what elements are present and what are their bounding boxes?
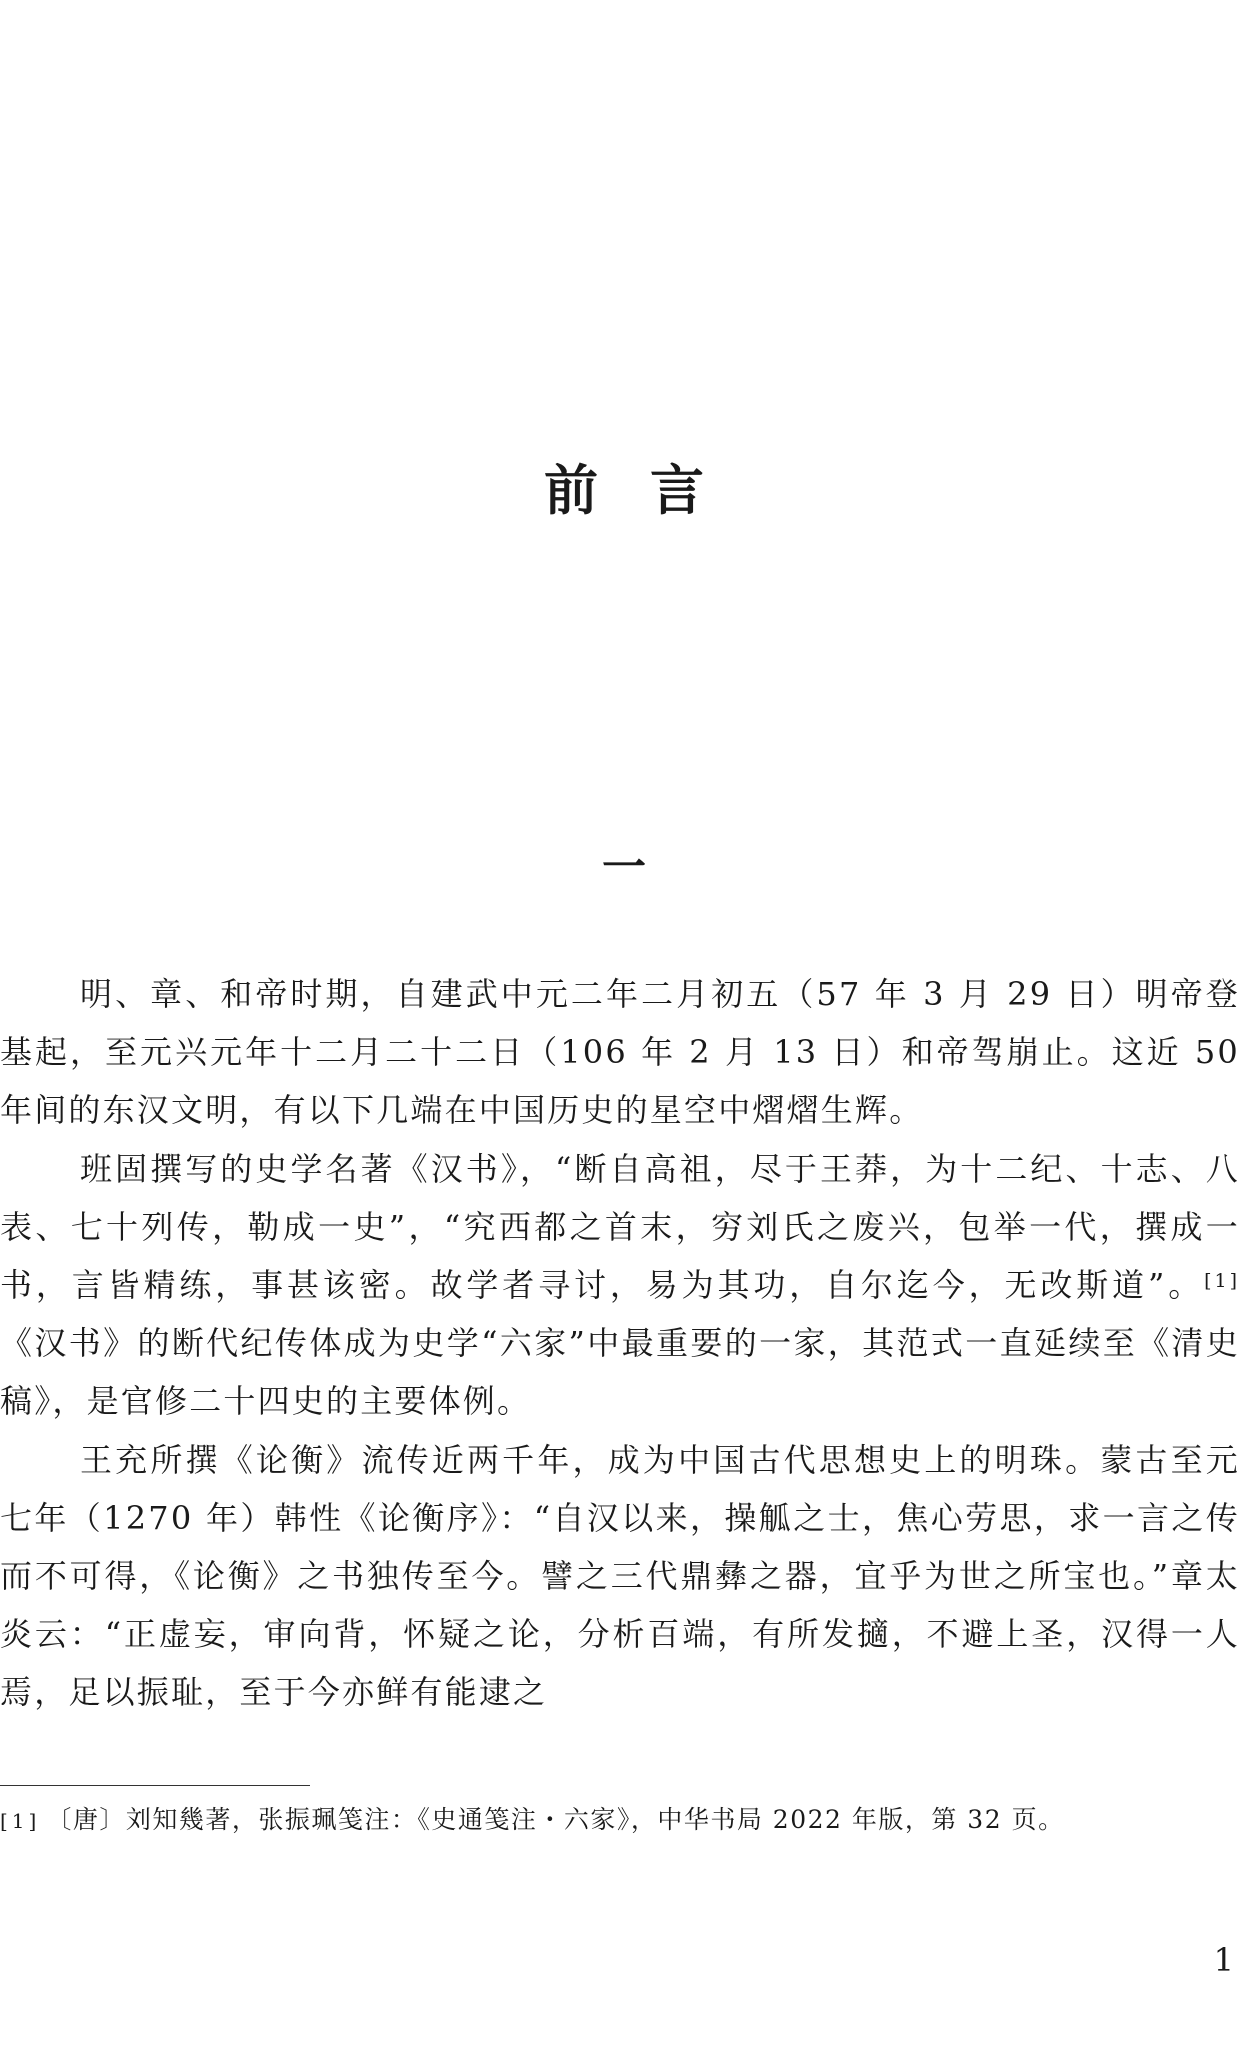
paragraph-2-part-1: 班固撰写的史学名著《汉书》，“断自高祖，尽于王莽，为十二纪、十志、八表、七十列传，勒成一史”，“究西都之首末，穷刘氏之废兴，包举一代，撰成一书，言皆精练，事甚该密。故学者寻讨，易为其功，自尔迄今，无改斯道”。 <box>0 1149 1240 1305</box>
paragraph-2 <box>0 1140 1240 1431</box>
body-text <box>0 965 1240 1722</box>
footnote-reference[interactable]: [1] <box>1204 1270 1240 1293</box>
section-heading: 一 <box>602 842 646 893</box>
paragraph-1: 明、章、和帝时期，自建武中元二年二月初五（57 年 3 月 29 日）明帝登基起，至元兴元年十二月二十二日（106 年 2 月 13 日）和帝驾崩止。这近 50 年间的东汉文明，有以下几端在中国历史的星空中熠熠生辉。 <box>0 975 1240 1130</box>
paragraph-3: 王充所撰《论衡》流传近两千年，成为中国古代思想史上的明珠。蒙古至元七年（1270 年）韩性《论衡序》：“自汉以来，操觚之士，焦心劳思，求一言之传而不可得，《论衡》之书独传至今。譬之三代鼎彝之器，宜乎为世之所宝也。”章太炎云：“正虚妄，审向背，怀疑之论，分析百端，有所发擿，不避上圣，汉得一人焉，足以振耻，至于今亦鲜有能逮之 <box>0 1440 1240 1712</box>
page-number: 1 <box>1213 1941 1234 1979</box>
footnote <box>0 1800 1240 1841</box>
footnote-mark: [1] <box>0 1809 41 1833</box>
footnote-divider <box>0 1785 310 1786</box>
page-title: 前言 <box>544 458 756 522</box>
paragraph-2-part-2: 《汉书》的断代纪传体成为史学“六家”中最重要的一家，其范式一直延续至《清史稿》，是官修二十四史的主要体例。 <box>0 1324 1240 1421</box>
footnote-text: 〔唐〕刘知幾著，张振珮笺注：《史通笺注・六家》，中华书局 2022 年版，第 32 页。 <box>46 1805 1065 1834</box>
